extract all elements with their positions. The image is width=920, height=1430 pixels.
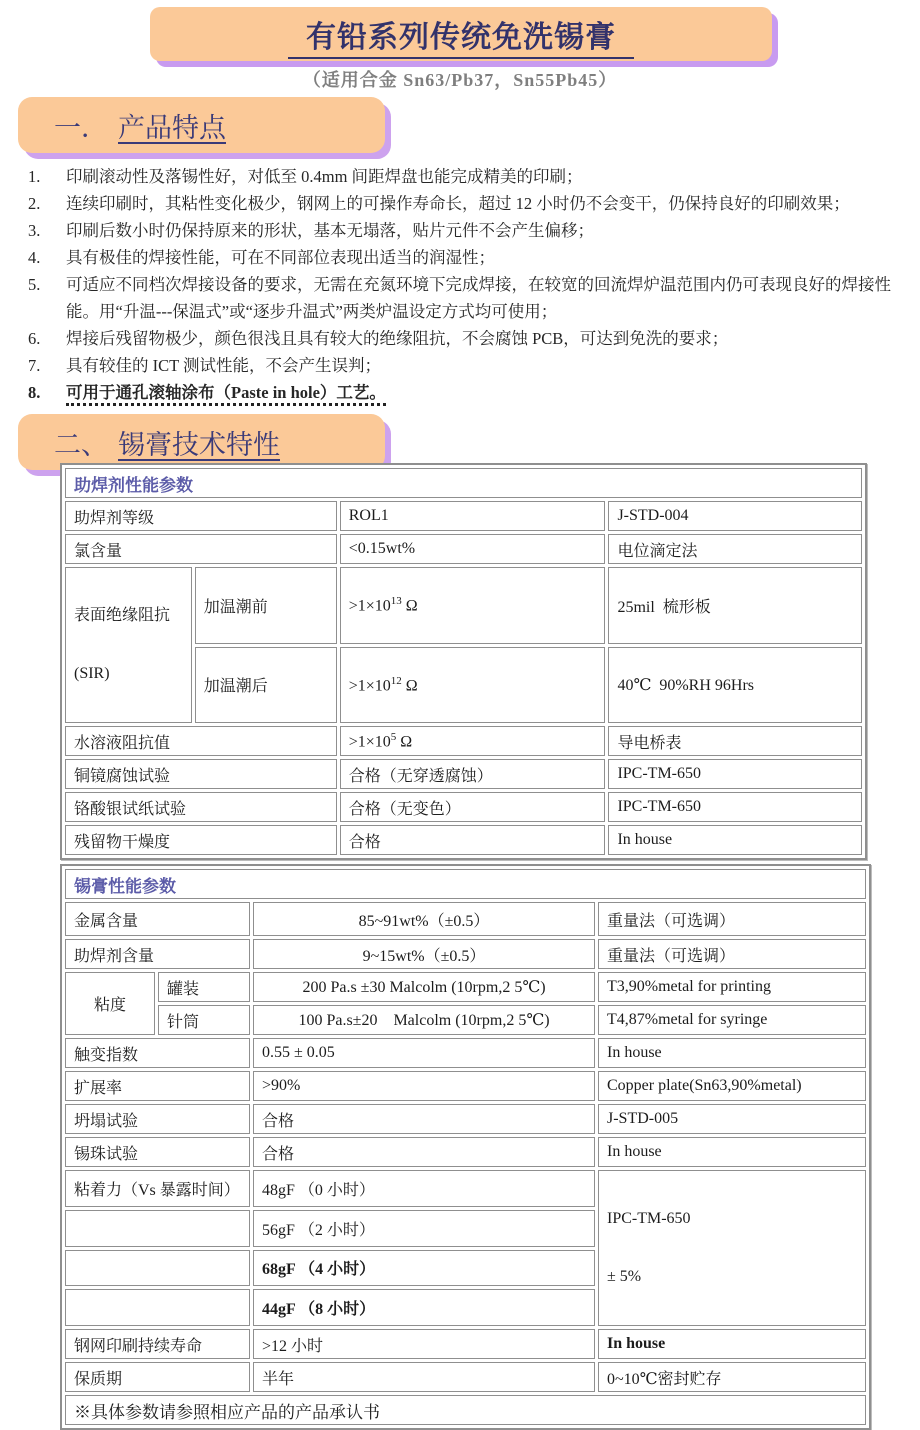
cell-value: 合格（无穿透腐蚀） <box>340 759 606 789</box>
table-row <box>65 1137 866 1167</box>
cell-method: 重量法（可选调） <box>598 939 866 969</box>
table-row <box>65 1071 866 1101</box>
cell-value: 合格 <box>340 825 606 855</box>
list-item <box>28 163 910 190</box>
list-item <box>28 190 910 217</box>
cell-sublabel: 针筒 <box>158 1005 250 1035</box>
cell-empty <box>65 1210 250 1247</box>
table-row <box>65 534 862 564</box>
list-text: 具有较佳的 ICT 测试性能，不会产生误判； <box>66 356 382 375</box>
list-text: 具有极佳的焊接性能，可在不同部位表现出适当的润湿性； <box>66 248 495 267</box>
cell-label: 氯含量 <box>65 534 337 564</box>
table-row <box>65 1362 866 1392</box>
table-row <box>65 792 862 822</box>
section-title: 产品特点 <box>118 112 226 143</box>
table-row <box>65 1329 866 1359</box>
cell-method: IPC-TM-650 <box>608 759 862 789</box>
table-row <box>65 1170 866 1207</box>
list-item <box>28 217 910 244</box>
table-row <box>65 939 866 969</box>
cell-empty <box>65 1250 250 1287</box>
table-header-row <box>65 468 862 498</box>
page-title-bold: 有铅 <box>306 21 368 54</box>
cell-label: 铬酸银试纸试验 <box>65 792 337 822</box>
page-title-rest: 系列传统免洗锡膏 <box>368 21 616 54</box>
table-row <box>65 902 866 936</box>
list-item <box>28 244 910 271</box>
cell-value: 半年 <box>253 1362 595 1392</box>
cell-method: 重量法（可选调） <box>598 902 866 936</box>
cell-method: In house <box>598 1038 866 1068</box>
list-item <box>28 352 910 379</box>
table-row <box>65 1005 866 1035</box>
cell-label: 扩展率 <box>65 1071 250 1101</box>
title-banner <box>150 7 772 61</box>
cell-label: 助焊剂等级 <box>65 501 337 531</box>
cell-method: In house <box>598 1137 866 1167</box>
cell-label: 助焊剂含量 <box>65 939 250 969</box>
list-number: 7. <box>28 356 41 375</box>
cell-label: 锡珠试验 <box>65 1137 250 1167</box>
list-text: 印刷滚动性及落锡性好，对低至 0.4mm 间距焊盘也能完成精美的印刷； <box>66 167 583 186</box>
cell-value: <0.15wt% <box>340 534 606 564</box>
cell-value: 0.55 ± 0.05 <box>253 1038 595 1068</box>
list-number: 3. <box>28 221 41 240</box>
cell-method: 电位滴定法 <box>608 534 862 564</box>
list-item <box>28 379 910 406</box>
cell-value: 9~15wt%（±0.5） <box>253 939 595 969</box>
cell-sublabel: 加温潮前 <box>195 567 337 644</box>
section-number: 二、 <box>54 429 108 460</box>
cell-value: 44gF （8 小时） <box>253 1289 595 1326</box>
table-row <box>65 1395 866 1425</box>
table-header-row <box>65 869 866 899</box>
cell-label: 坍塌试验 <box>65 1104 250 1134</box>
cell-value: 85~91wt%（±0.5） <box>253 902 595 936</box>
table-row <box>65 1104 866 1134</box>
cell-method: In house <box>598 1329 866 1359</box>
section-title: 锡膏技术特性 <box>118 429 280 460</box>
cell-value: 合格 <box>253 1104 595 1134</box>
cell-label: 水溶液阻抗值 <box>65 726 337 756</box>
page-subtitle: （适用合金 Sn63/Pb37，Sn55Pb45） <box>302 70 618 90</box>
list-item <box>28 271 910 325</box>
cell-note: ※具体参数请参照相应产品的产品承认书 <box>65 1395 866 1425</box>
cell-label-sir: 表面绝缘阻抗 (SIR) <box>65 567 192 723</box>
cell-value: 合格 <box>253 1137 595 1167</box>
table-row <box>65 1038 866 1068</box>
cell-sublabel: 罐装 <box>158 972 250 1002</box>
table-row <box>65 825 862 855</box>
cell-value: 48gF （0 小时） <box>253 1170 595 1207</box>
cell-method: 40℃ 90%RH 96Hrs <box>608 647 862 724</box>
cell-method: 25mil 梳形板 <box>608 567 862 644</box>
list-text: 连续印刷时，其粘性变化极少，钢网上的可操作寿命长，超过 12 小时仍不会变干，仍保持良好的印刷效果； <box>66 194 850 213</box>
cell-label: 残留物干燥度 <box>65 825 337 855</box>
cell-method: In house <box>608 825 862 855</box>
cell-value: ROL1 <box>340 501 606 531</box>
table-row <box>65 759 862 789</box>
flux-performance-table <box>60 463 867 860</box>
list-text: 焊接后残留物极少，颜色很浅且具有较大的绝缘阻抗，不会腐蚀 PCB，可达到免洗的要求； <box>66 329 729 348</box>
cell-method: 0~10℃密封贮存 <box>598 1362 866 1392</box>
cell-value: 200 Pa.s ±30 Malcolm (10rpm,2 5℃) <box>253 972 595 1002</box>
list-number: 6. <box>28 329 41 348</box>
cell-label: 粘着力（Vs 暴露时间） <box>65 1170 250 1207</box>
page-title <box>288 12 634 56</box>
table-row <box>65 501 862 531</box>
cell-value: $>1\times 10^5$ Ω <box>340 726 606 756</box>
table-title: 锡膏性能参数 <box>65 869 866 899</box>
list-text: 印刷后数小时仍保持原来的形状，基本无塌落，贴片元件不会产生偏移； <box>66 221 594 240</box>
list-number: 4. <box>28 248 41 267</box>
cell-method: Copper plate(Sn63,90%metal) <box>598 1071 866 1101</box>
section-number: 一． <box>54 112 108 143</box>
section-heading-product-features <box>18 97 385 153</box>
cell-label-viscosity: 粘度 <box>65 972 155 1035</box>
section-heading-paste-specs <box>18 414 385 470</box>
cell-method: T3,90%metal for printing <box>598 972 866 1002</box>
cell-value: 100 Pa.s±20 Malcolm (10rpm,2 5℃) <box>253 1005 595 1035</box>
cell-label: 触变指数 <box>65 1038 250 1068</box>
cell-label: 铜镜腐蚀试验 <box>65 759 337 789</box>
cell-method-tack: IPC-TM-650 ± 5% <box>598 1170 866 1326</box>
cell-value: >12 小时 <box>253 1329 595 1359</box>
list-number: 5. <box>28 275 41 294</box>
cell-method: IPC-TM-650 <box>608 792 862 822</box>
table-row <box>65 972 866 1002</box>
table-row <box>65 726 862 756</box>
cell-sublabel: 加温潮后 <box>195 647 337 724</box>
list-number: 8. <box>28 383 41 402</box>
cell-method: T4,87%metal for syringe <box>598 1005 866 1035</box>
paste-performance-table <box>60 864 871 1430</box>
cell-value: 合格（无变色） <box>340 792 606 822</box>
list-number: 1. <box>28 167 41 186</box>
cell-value: 68gF （4 小时） <box>253 1250 595 1287</box>
cell-method: 导电桥表 <box>608 726 862 756</box>
feature-list <box>28 163 910 406</box>
cell-value: $>1\times 10^{12}$ Ω <box>340 647 606 724</box>
cell-label: 保质期 <box>65 1362 250 1392</box>
cell-value: >90% <box>253 1071 595 1101</box>
cell-label: 金属含量 <box>65 902 250 936</box>
cell-method: J-STD-004 <box>608 501 862 531</box>
table-row <box>65 567 862 644</box>
cell-method: J-STD-005 <box>598 1104 866 1134</box>
spec-tables <box>60 463 867 1430</box>
cell-value: $>1\times 10^{13}$ Ω <box>340 567 606 644</box>
list-number: 2. <box>28 194 41 213</box>
cell-empty <box>65 1289 250 1326</box>
cell-label: 钢网印刷持续寿命 <box>65 1329 250 1359</box>
list-item <box>28 325 910 352</box>
table-title: 助焊剂性能参数 <box>65 468 862 498</box>
cell-value: 56gF （2 小时） <box>253 1210 595 1247</box>
list-text: 可适应不同档次焊接设备的要求，无需在充氮环境下完成焊接，在较宽的回流焊炉温范围内仍可表现良好的焊接性能。用“升温---保温式”或“逐步升温式”两类炉温设定方式均可使用； <box>66 275 891 321</box>
list-text: 可用于通孔滚轴涂布（Paste in hole）工艺。 <box>66 379 910 406</box>
